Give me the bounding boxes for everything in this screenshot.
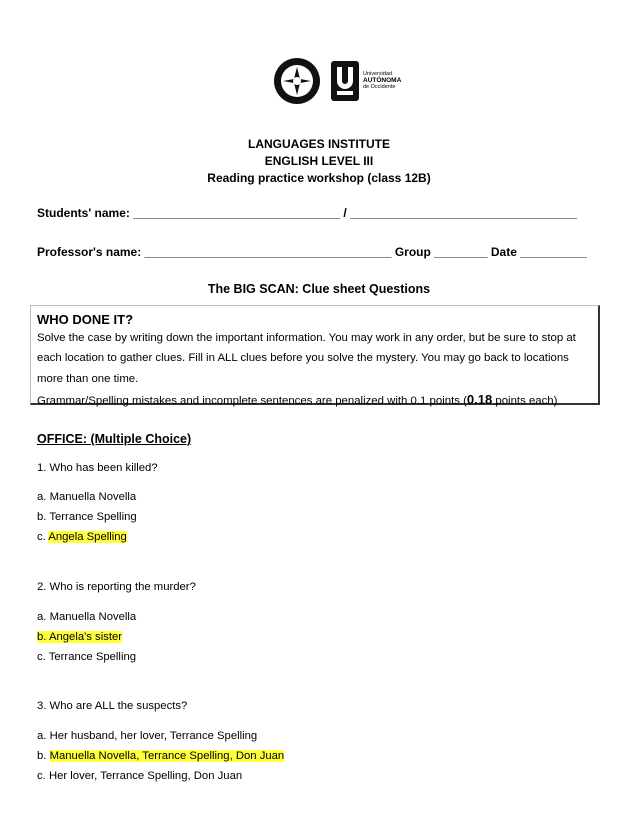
option-text: Manuella Novella bbox=[49, 491, 137, 503]
instructions-penalty-line bbox=[37, 392, 557, 407]
instructions-line: Solve the case by writing down the important information. You may work in any order, but be sure to stop at bbox=[37, 332, 576, 344]
answer-option-highlighted bbox=[37, 750, 284, 762]
logo-text-line1: Universidad bbox=[363, 71, 393, 78]
option-text-highlighted: Angela Spelling bbox=[48, 531, 127, 543]
option-text: Terrance Spelling bbox=[49, 511, 137, 523]
instructions-line: more than one time. bbox=[37, 373, 139, 385]
option-text-highlighted: Angela's sister bbox=[48, 631, 123, 643]
answer-option bbox=[37, 730, 257, 742]
penalty-score: 0.18 bbox=[466, 392, 493, 407]
section-heading: OFFICE: (Multiple Choice) bbox=[37, 432, 192, 446]
question-text: 3. Who are ALL the suspects? bbox=[37, 700, 188, 712]
option-prefix: c. bbox=[37, 651, 49, 663]
penalty-text-end: points each) bbox=[492, 395, 558, 407]
option-prefix: a. bbox=[37, 491, 50, 503]
logo-text-line2: AUTÓNOMA bbox=[363, 76, 402, 84]
autonoma-logo bbox=[331, 61, 401, 101]
option-prefix: b. bbox=[37, 750, 50, 762]
option-text: Her husband, her lover, Terrance Spelling bbox=[49, 730, 258, 742]
instructions-line: each location to gather clues. Fill in ALL clues before you solve the mystery. You may go back to locations bbox=[37, 352, 569, 364]
answer-option bbox=[37, 770, 242, 782]
option-prefix: a. bbox=[37, 730, 50, 742]
option-prefix: c. bbox=[37, 531, 49, 543]
answer-option-highlighted bbox=[37, 631, 122, 643]
option-text: Her lover, Terrance Spelling, Don Juan bbox=[48, 770, 243, 782]
question-text: 2. Who is reporting the murder? bbox=[37, 581, 196, 593]
option-text-highlighted: Manuella Novella, Terrance Spelling, Don Juan bbox=[49, 750, 285, 762]
answer-option bbox=[37, 491, 136, 503]
instructions-heading: WHO DONE IT? bbox=[37, 312, 134, 327]
logos bbox=[273, 56, 401, 106]
option-prefix: b. bbox=[37, 511, 50, 523]
option-text: Manuella Novella bbox=[49, 611, 137, 623]
level-title: ENGLISH LEVEL III bbox=[264, 154, 374, 168]
university-seal-logo bbox=[273, 57, 321, 105]
instructions-box bbox=[30, 305, 600, 405]
question-text: 1. Who has been killed? bbox=[37, 462, 158, 474]
answer-option bbox=[37, 511, 137, 523]
option-prefix: b. bbox=[37, 631, 49, 643]
professor-name-field: Professor's name: _____________________________________ Group ________ Date __________ bbox=[37, 245, 587, 259]
penalty-text: Grammar/Spelling mistakes and incomplete sentences are penalized with 0.1 points ( bbox=[37, 395, 467, 407]
logo-text-line3: de Occidente bbox=[363, 84, 396, 91]
option-prefix: c. bbox=[37, 770, 49, 782]
autonoma-mark-icon bbox=[331, 61, 359, 101]
answer-option bbox=[37, 651, 136, 663]
answer-option-highlighted bbox=[37, 531, 127, 543]
option-prefix: a. bbox=[37, 611, 50, 623]
institute-title: LANGUAGES INSTITUTE bbox=[247, 137, 390, 151]
option-text: Terrance Spelling bbox=[48, 651, 137, 663]
workshop-title: Reading practice workshop (class 12B) bbox=[207, 171, 431, 185]
page-title: The BIG SCAN: Clue sheet Questions bbox=[207, 282, 431, 296]
students-name-field: Students' name: _______________________________ / __________________________________ bbox=[37, 206, 577, 220]
answer-option bbox=[37, 611, 136, 623]
